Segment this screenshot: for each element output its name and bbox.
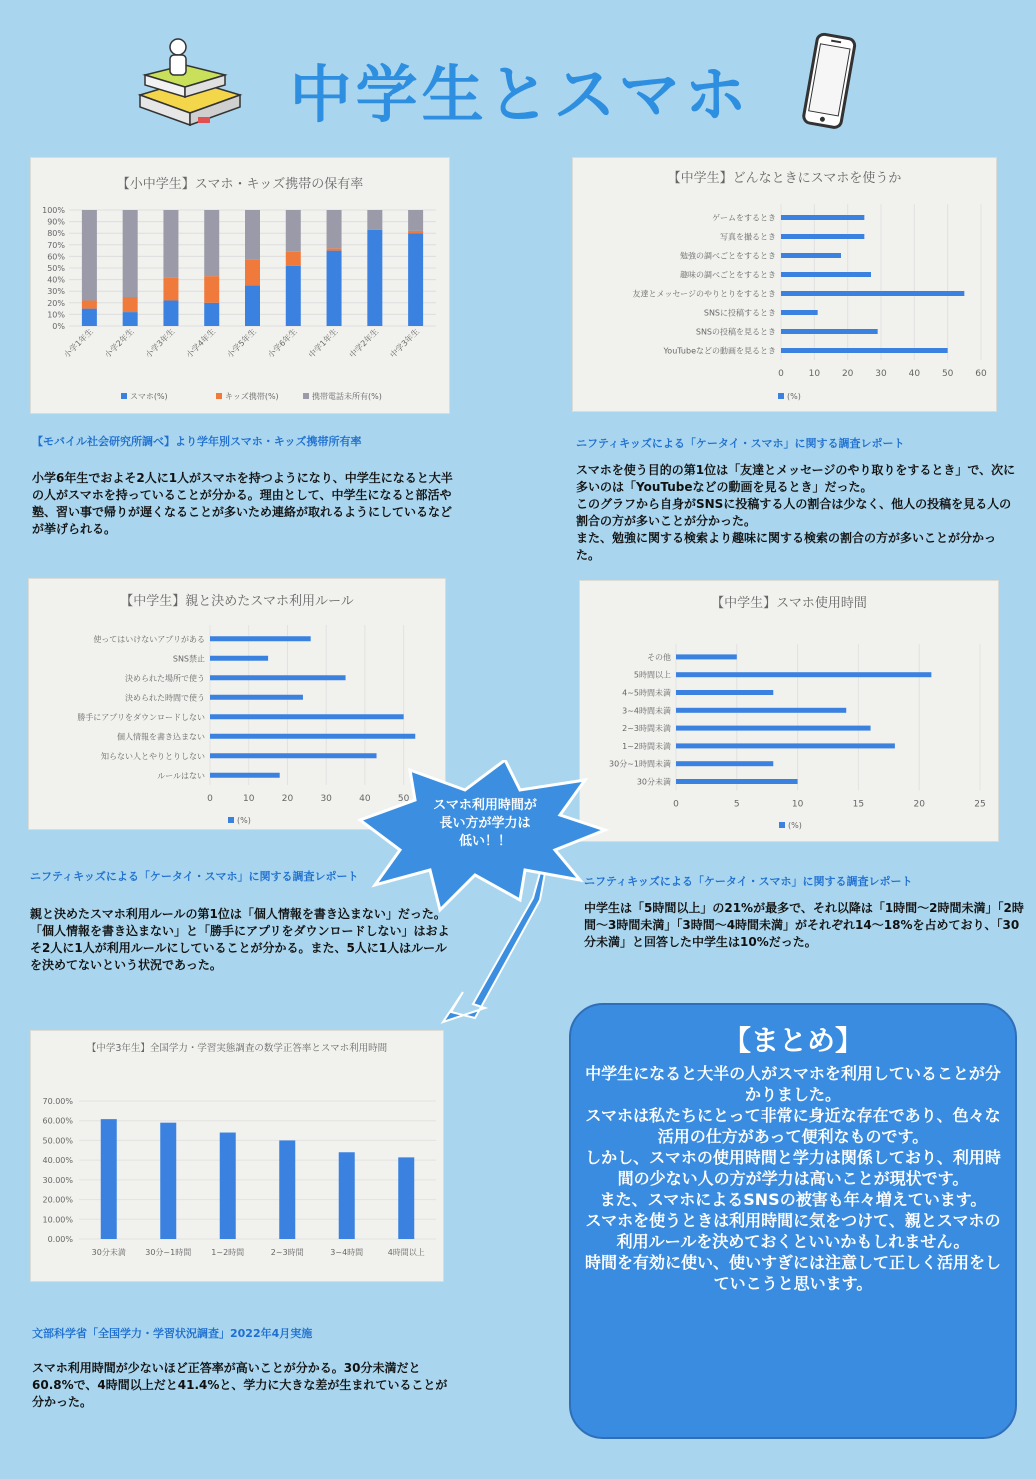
x-tick-label: 50 xyxy=(941,369,954,379)
y-tick-label: 90% xyxy=(47,217,65,227)
bar xyxy=(781,291,964,296)
y-tick-label: SNSに投稿するとき xyxy=(703,308,776,318)
y-tick-label: 40.00% xyxy=(42,1156,73,1166)
x-tick-label: 小学3年生 xyxy=(143,327,177,360)
x-tick-label: 小学1年生 xyxy=(62,327,95,360)
x-tick-label: 4時間以上 xyxy=(387,1248,425,1257)
bar xyxy=(210,636,311,641)
rules-source: ニフティキッズによる「ケータイ・スマホ」に関する調査レポート xyxy=(30,870,359,883)
summary-heading: 【まとめ】 xyxy=(722,1024,863,1057)
callout-line: 長い方が学力は xyxy=(439,816,531,831)
legend-swatch xyxy=(121,393,127,399)
legend-label: (%) xyxy=(788,821,802,830)
bar-segment xyxy=(367,230,382,326)
bar-segment xyxy=(123,312,138,326)
y-tick-label: 70.00% xyxy=(42,1097,73,1106)
summary-body xyxy=(585,1063,1001,1294)
bar xyxy=(781,272,871,277)
bar-segment xyxy=(82,210,97,300)
bar xyxy=(676,690,773,695)
x-tick-label: 0 xyxy=(673,799,679,810)
x-tick-label: 小学4年生 xyxy=(184,327,218,360)
y-tick-label: 30.00% xyxy=(42,1175,73,1185)
paragraph: 親と決めたスマホ利用ルールの第1位は「個人情報を書き込まない」だった。 xyxy=(30,907,446,921)
y-tick-label: 決められた時間で使う xyxy=(125,693,205,703)
bar-segment xyxy=(327,248,342,250)
bar xyxy=(210,695,303,700)
y-tick-label: 50.00% xyxy=(42,1136,73,1146)
x-tick-label: 50 xyxy=(397,794,410,804)
bar xyxy=(781,253,841,258)
legend-label: (%) xyxy=(237,816,251,825)
y-tick-label: 勝手にアプリをダウンロードしない xyxy=(77,712,205,722)
bar xyxy=(398,1157,414,1239)
bar xyxy=(781,310,818,315)
x-tick-label: 30分未満 xyxy=(91,1248,126,1257)
summary-paragraph: スマホは私たちにとって非常に身近な存在であり、色々な活用の仕方があって便利なものです。 xyxy=(585,1106,1001,1146)
chart-title: 【中学生】スマホ使用時間 xyxy=(711,596,867,611)
bar-segment xyxy=(163,210,178,277)
x-tick-label: 30 xyxy=(320,794,332,804)
x-tick-label: 3~4時間 xyxy=(330,1248,364,1257)
bar xyxy=(210,656,268,661)
x-tick-label: 1~2時間 xyxy=(211,1248,245,1257)
y-tick-label: 30% xyxy=(47,287,65,297)
bar-segment xyxy=(245,260,260,286)
screen-time-text xyxy=(584,900,1024,951)
y-tick-label: 決められた場所で使う xyxy=(125,673,205,683)
bar-segment xyxy=(204,210,219,276)
bar-segment xyxy=(204,303,219,326)
x-tick-label: 中学2年生 xyxy=(347,327,381,360)
bar xyxy=(676,761,773,766)
x-tick-label: 2~3時間 xyxy=(270,1248,304,1257)
legend-swatch xyxy=(778,393,784,399)
paragraph: スマホ利用時間が少ないほど正答率が高いことが分かる。30分未満だと60.8%で、4時間以上だと41.4%と、学力に大きな差が生まれていることが分かった。 xyxy=(32,1361,448,1409)
bar xyxy=(210,675,346,680)
y-tick-label: SNS禁止 xyxy=(172,654,205,664)
page-title: 中学生とスマホ xyxy=(289,58,751,131)
bar-segment xyxy=(123,297,138,312)
y-tick-label: 60% xyxy=(47,252,65,262)
legend-label: キッズ携帯(%) xyxy=(225,392,279,401)
y-tick-label: ルールはない xyxy=(157,771,205,781)
bar xyxy=(781,348,948,353)
legend-swatch xyxy=(779,822,785,828)
bar xyxy=(676,726,871,731)
x-tick-label: 小学5年生 xyxy=(225,327,258,360)
bar xyxy=(781,234,864,239)
math-source: 文部科学省「全国学力・学習状況調査」2022年4月実施 xyxy=(32,1327,313,1340)
smartphone-icon xyxy=(800,32,860,132)
x-tick-label: 10 xyxy=(808,369,821,379)
x-tick-label: 10 xyxy=(243,794,255,804)
bar xyxy=(339,1152,355,1239)
legend-label: (%) xyxy=(787,392,801,401)
x-tick-label: 小学2年生 xyxy=(102,327,136,360)
x-tick-label: 20 xyxy=(841,369,854,379)
bar-segment xyxy=(286,266,301,326)
chart-title: 【中学3年生】全国学力・学習実態調査の数学正答率とスマホ利用時間 xyxy=(86,1043,388,1054)
ownership-chart xyxy=(30,157,450,414)
bar xyxy=(210,753,377,758)
y-tick-label: 100% xyxy=(42,206,65,215)
legend-swatch xyxy=(303,393,309,399)
ownership-text xyxy=(32,470,460,538)
x-tick-label: 中学3年生 xyxy=(388,327,422,360)
y-tick-label: 10.00% xyxy=(42,1215,73,1225)
bar-segment xyxy=(163,277,178,300)
bar xyxy=(279,1140,295,1239)
usage-source: ニフティキッズによる「ケータイ・スマホ」に関する調査レポート xyxy=(576,437,905,450)
y-tick-label: 1~2時間未満 xyxy=(622,741,671,751)
legend-label: 携帯電話未所有(%) xyxy=(312,392,382,401)
x-tick-label: 30分~1時間 xyxy=(145,1248,192,1257)
math-text xyxy=(32,1360,452,1411)
x-tick-label: 25 xyxy=(974,799,986,810)
bar-segment xyxy=(408,210,423,231)
bar-segment xyxy=(245,210,260,260)
x-tick-label: 40 xyxy=(359,794,371,804)
y-tick-label: 勉強の調べごとをするとき xyxy=(680,251,776,261)
y-tick-label: 60.00% xyxy=(42,1116,73,1126)
bar xyxy=(676,654,737,659)
y-tick-label: SNSの投稿を見るとき xyxy=(695,327,776,337)
bar-segment xyxy=(123,210,138,297)
summary-box xyxy=(569,1003,1017,1439)
bar-segment xyxy=(82,300,97,308)
y-tick-label: 70% xyxy=(47,240,65,250)
summary-paragraph: しかし、スマホの使用時間と学力は関係しており、利用時間の少ない人の方が学力は高いことが現状です。 xyxy=(585,1148,1001,1188)
y-tick-label: 友達とメッセージのやりとりをするとき xyxy=(632,289,776,299)
bar-segment xyxy=(82,309,97,326)
bar xyxy=(210,734,415,739)
y-tick-label: YouTubeなどの動画を見るとき xyxy=(663,346,776,356)
usage-text xyxy=(576,462,1016,564)
bar-segment xyxy=(408,231,423,233)
legend-swatch xyxy=(228,817,234,823)
y-tick-label: 使ってはいけないアプリがある xyxy=(93,634,205,644)
chart-title: 【小中学生】スマホ・キッズ携帯の保有率 xyxy=(116,177,364,192)
y-tick-label: 知らない人とやりとりしない xyxy=(101,751,205,761)
y-tick-label: 0% xyxy=(52,322,65,331)
y-tick-label: 30分~1時間未満 xyxy=(609,759,671,769)
x-tick-label: 5 xyxy=(733,799,740,810)
y-tick-label: 40% xyxy=(47,275,65,285)
chart-title: 【中学生】どんなときにスマホを使うか xyxy=(667,171,902,186)
bar xyxy=(210,714,404,719)
bar xyxy=(781,329,878,334)
callout-line: 低い！！ xyxy=(458,834,511,849)
y-tick-label: 2~3時間未満 xyxy=(622,724,671,734)
bar xyxy=(676,672,931,677)
y-tick-label: 50% xyxy=(47,264,65,273)
bar-segment xyxy=(286,210,301,252)
summary-paragraph: 中学生になると大半の人がスマホを利用していることが分かりました。 xyxy=(585,1064,1001,1104)
paragraph: このグラフから自身がSNSに投稿する人の割合は少なく、他人の投稿を見る人の割合の方が多いことが分かった。 xyxy=(576,497,1012,528)
paragraph: 「個人情報を書き込まない」と「勝手にアプリをダウンロードしない」はおよそ2人に1人が利用ルールにしていることが分かる。また、5人に1人はルールを決めてないという状況であった。 xyxy=(30,924,450,972)
chart-title: 【中学生】親と決めたスマホ利用ルール xyxy=(120,594,354,609)
x-tick-label: 15 xyxy=(852,799,865,810)
paragraph: 中学生は「5時間以上」の21%が最多で、それ以降は「1時間～2時間未満」「2時間～3時間未満」「3時間～4時間未満」がそれぞれ14～18%を占めており、「30分未満」と回答した中学生は10%だった。 xyxy=(584,901,1024,949)
callout-text xyxy=(410,797,560,851)
y-tick-label: 写真を撮るとき xyxy=(720,232,776,242)
y-tick-label: 趣味の調べごとをするとき xyxy=(680,270,776,280)
y-tick-label: 10% xyxy=(47,310,65,320)
bar-segment xyxy=(367,210,382,230)
paragraph: 小学6年生でおよそ2人に1人がスマホを持つようになり、中学生になると大半の人がスマホを持っていることが分かる。理由として、中学生になると部活や塾、習い事で帰りが遅くなることが多いため連絡が取れるようにしているなどが挙げられる。 xyxy=(32,471,453,536)
x-tick-label: 0 xyxy=(207,794,213,804)
y-tick-label: 4~5時間未満 xyxy=(622,688,671,698)
y-tick-label: 0.00% xyxy=(47,1235,73,1244)
y-tick-label: 80% xyxy=(47,229,65,239)
x-tick-label: 40 xyxy=(908,369,921,379)
x-tick-label: 0 xyxy=(778,369,784,379)
paragraph: スマホを使う目的の第1位は「友達とメッセージのやり取りをするとき」で、次に多いのは「YouTubeなどの動画を見るとき」だった。 xyxy=(576,463,1016,494)
screen-time-source: ニフティキッズによる「ケータイ・スマホ」に関する調査レポート xyxy=(584,875,913,888)
ownership-source: 【モバイル社会研究所調べ】より学年別スマホ・キッズ携帯所有率 xyxy=(32,435,362,448)
usage-chart xyxy=(572,157,997,412)
x-tick-label: 20 xyxy=(281,794,294,804)
legend-label: スマホ(%) xyxy=(130,392,168,401)
x-tick-label: 10 xyxy=(791,799,804,810)
bar xyxy=(160,1123,176,1239)
bar-segment xyxy=(327,251,342,326)
bar xyxy=(101,1119,117,1239)
y-tick-label: 個人情報を書き込まない xyxy=(117,732,205,742)
paragraph: また、勉強に関する検索より趣味に関する検索の割合の方が多いことが分かった。 xyxy=(576,531,997,562)
callout-line: スマホ利用時間が xyxy=(433,798,537,813)
bar-segment xyxy=(408,233,423,326)
bar xyxy=(781,215,864,220)
bar-segment xyxy=(327,210,342,248)
x-tick-label: 20 xyxy=(913,799,925,810)
summary-paragraph: スマホを使うときは利用時間に気をつけて、親とスマホの利用ルールを決めておくといいかもしれません。 xyxy=(585,1211,1001,1251)
y-tick-label: 20% xyxy=(47,298,65,308)
bar-segment xyxy=(286,252,301,266)
bar xyxy=(210,773,280,778)
y-tick-label: ゲームをするとき xyxy=(712,213,776,223)
bar-segment xyxy=(163,300,178,326)
y-tick-label: 5時間以上 xyxy=(633,670,671,680)
x-tick-label: 30 xyxy=(875,369,887,379)
bar-segment xyxy=(245,285,260,326)
bar xyxy=(676,708,846,713)
y-tick-label: その他 xyxy=(647,652,671,662)
summary-paragraph: 時間を有効に使い、使いすぎには注意して正しく活用をしていこうと思います。 xyxy=(585,1253,1002,1293)
bar xyxy=(676,743,895,748)
x-tick-label: 小学6年生 xyxy=(266,327,299,360)
screen-time-chart xyxy=(579,580,999,842)
summary-paragraph: また、スマホによるSNSの被害も年々増えています。 xyxy=(599,1190,987,1209)
bar xyxy=(220,1133,236,1239)
y-tick-label: 30分未満 xyxy=(636,777,671,787)
y-tick-label: 20.00% xyxy=(42,1195,73,1205)
student-on-books-illustration xyxy=(130,35,250,130)
x-tick-label: 60 xyxy=(975,369,987,379)
bar xyxy=(676,779,798,784)
legend-swatch xyxy=(216,393,222,399)
math-chart xyxy=(30,1030,444,1282)
bar-segment xyxy=(204,276,219,303)
y-tick-label: 3~4時間未満 xyxy=(622,706,671,716)
x-tick-label: 中学1年生 xyxy=(306,327,340,360)
